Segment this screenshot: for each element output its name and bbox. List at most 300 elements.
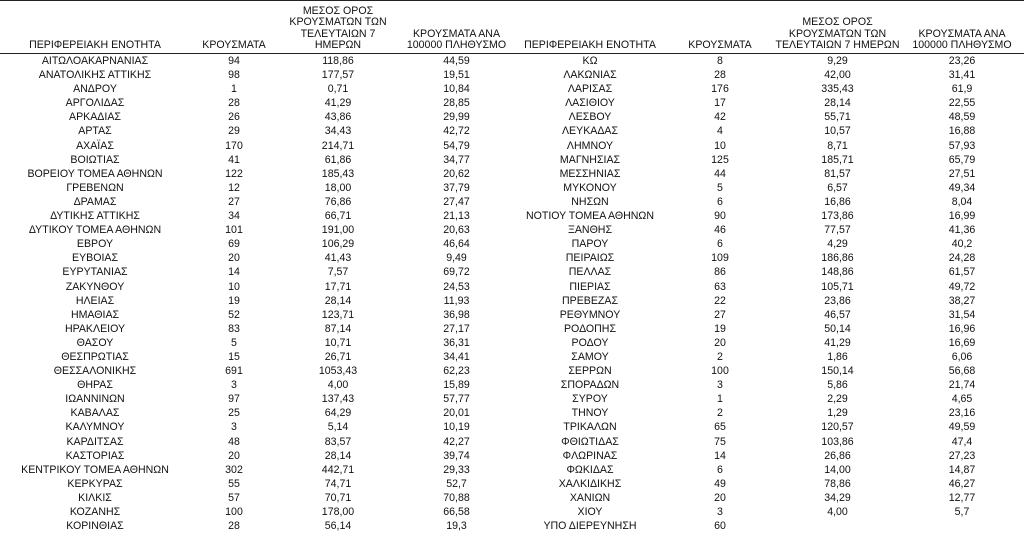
cell-region: ΙΩΑΝΝΙΝΩΝ — [0, 392, 190, 406]
cell-avg7: 442,71 — [278, 463, 398, 477]
cell-per100k: 10,19 — [398, 420, 515, 434]
cell-region: ΥΠΟ ΔΙΕΡΕΥΝΗΣΗ — [515, 519, 665, 533]
table-row — [515, 124, 1024, 138]
cell-avg7: 214,71 — [278, 139, 398, 153]
cell-per100k: 69,72 — [398, 265, 515, 279]
cell-cases: 17 — [665, 96, 775, 110]
cell-per100k: 36,98 — [398, 308, 515, 322]
table-row — [0, 54, 515, 69]
cell-region: ΕΥΡΥΤΑΝΙΑΣ — [0, 265, 190, 279]
cell-region: ΑΝΑΤΟΛΙΚΗΣ ΑΤΤΙΚΗΣ — [0, 68, 190, 82]
cell-per100k: 40,2 — [900, 237, 1024, 251]
cell-avg7: 55,71 — [775, 110, 900, 124]
cell-cases: 101 — [190, 223, 278, 237]
cell-avg7: 7,57 — [278, 265, 398, 279]
table-row — [515, 139, 1024, 153]
cell-cases: 22 — [665, 294, 775, 308]
cell-region: ΘΑΣΟΥ — [0, 336, 190, 350]
table-row — [515, 491, 1024, 505]
cell-cases: 25 — [190, 406, 278, 420]
cell-region: ΧΑΝΙΩΝ — [515, 491, 665, 505]
cell-avg7: 9,29 — [775, 54, 900, 69]
cell-cases: 4 — [665, 124, 775, 138]
cell-cases: 109 — [665, 251, 775, 265]
cell-region: ΣΑΜΟΥ — [515, 350, 665, 364]
table-row — [515, 251, 1024, 265]
table-row — [0, 280, 515, 294]
table-row — [515, 378, 1024, 392]
cell-per100k: 5,7 — [900, 505, 1024, 519]
cell-region: ΗΜΑΘΙΑΣ — [0, 308, 190, 322]
cell-cases: 3 — [190, 378, 278, 392]
table-row — [515, 392, 1024, 406]
cell-avg7: 185,71 — [775, 153, 900, 167]
cell-per100k: 49,59 — [900, 420, 1024, 434]
table-row — [515, 223, 1024, 237]
cell-cases: 20 — [190, 449, 278, 463]
cell-cases: 28 — [190, 519, 278, 533]
cell-per100k: 20,01 — [398, 406, 515, 420]
cell-region: ΖΑΚΥΝΘΟΥ — [0, 280, 190, 294]
cell-region: ΜΕΣΣΗΝΙΑΣ — [515, 167, 665, 181]
cell-cases: 57 — [190, 491, 278, 505]
cell-per100k: 8,04 — [900, 195, 1024, 209]
cell-cases: 27 — [665, 308, 775, 322]
cell-avg7: 56,14 — [278, 519, 398, 533]
cell-cases: 52 — [190, 308, 278, 322]
table-row — [0, 519, 515, 533]
cell-cases: 19 — [665, 322, 775, 336]
cell-per100k: 31,54 — [900, 308, 1024, 322]
table-row — [0, 308, 515, 322]
cell-cases: 6 — [665, 195, 775, 209]
table-row — [0, 336, 515, 350]
cell-region: ΠΑΡΟΥ — [515, 237, 665, 251]
cell-per100k: 46,64 — [398, 237, 515, 251]
cell-cases: 75 — [665, 435, 775, 449]
cell-region: ΑΡΚΑΔΙΑΣ — [0, 110, 190, 124]
table-row — [0, 110, 515, 124]
table-row — [515, 280, 1024, 294]
cell-avg7: 150,14 — [775, 364, 900, 378]
cell-cases: 63 — [665, 280, 775, 294]
table-row — [515, 336, 1024, 350]
cell-avg7: 28,14 — [278, 294, 398, 308]
cell-region: ΗΡΑΚΛΕΙΟΥ — [0, 322, 190, 336]
cell-cases: 55 — [190, 477, 278, 491]
table-row — [0, 195, 515, 209]
cell-region: ΦΩΚΙΔΑΣ — [515, 463, 665, 477]
cell-avg7: 185,43 — [278, 167, 398, 181]
cell-avg7: 26,86 — [775, 449, 900, 463]
cell-avg7: 66,71 — [278, 209, 398, 223]
cell-region: ΘΕΣΠΡΩΤΙΑΣ — [0, 350, 190, 364]
cell-region: ΛΕΥΚΑΔΑΣ — [515, 124, 665, 138]
cell-avg7 — [775, 519, 900, 533]
cell-cases: 100 — [665, 364, 775, 378]
cell-avg7: 5,14 — [278, 420, 398, 434]
table-row — [515, 463, 1024, 477]
cell-cases: 3 — [190, 420, 278, 434]
cell-region: ΚΩ — [515, 54, 665, 69]
cell-region: ΚΕΝΤΡΙΚΟΥ ΤΟΜΕΑ ΑΘΗΝΩΝ — [0, 463, 190, 477]
table-row — [515, 265, 1024, 279]
cell-avg7: 41,29 — [278, 96, 398, 110]
cell-avg7: 118,86 — [278, 54, 398, 69]
cell-cases: 86 — [665, 265, 775, 279]
cell-cases: 60 — [665, 519, 775, 533]
cell-region: ΚΑΡΔΙΤΣΑΣ — [0, 435, 190, 449]
cell-cases: 41 — [190, 153, 278, 167]
table-row — [515, 82, 1024, 96]
cell-cases: 19 — [190, 294, 278, 308]
header-cases: ΚΡΟΥΣΜΑΤΑ — [190, 0, 278, 54]
cell-avg7: 173,86 — [775, 209, 900, 223]
cell-avg7: 103,86 — [775, 435, 900, 449]
cell-cases: 6 — [665, 463, 775, 477]
table-row — [0, 322, 515, 336]
cell-region: ΚΟΡΙΝΘΙΑΣ — [0, 519, 190, 533]
cell-cases: 65 — [665, 420, 775, 434]
cell-avg7: 17,71 — [278, 280, 398, 294]
cell-region: ΗΛΕΙΑΣ — [0, 294, 190, 308]
cases-table-right — [515, 0, 1024, 533]
cell-region: ΛΑΣΙΘΙΟΥ — [515, 96, 665, 110]
cell-per100k: 10,84 — [398, 82, 515, 96]
cell-per100k: 22,55 — [900, 96, 1024, 110]
table-row — [0, 153, 515, 167]
cell-per100k: 29,33 — [398, 463, 515, 477]
cell-avg7: 6,57 — [775, 181, 900, 195]
cell-per100k: 16,69 — [900, 336, 1024, 350]
cell-per100k: 36,31 — [398, 336, 515, 350]
table-row — [0, 68, 515, 82]
table-row — [515, 449, 1024, 463]
cell-cases: 44 — [665, 167, 775, 181]
cell-per100k: 42,72 — [398, 124, 515, 138]
table-row — [0, 449, 515, 463]
table-row — [0, 420, 515, 434]
cell-region: ΚΑΒΑΛΑΣ — [0, 406, 190, 420]
cell-region: ΕΒΡΟΥ — [0, 237, 190, 251]
cell-per100k: 15,89 — [398, 378, 515, 392]
cell-avg7: 191,00 — [278, 223, 398, 237]
cell-per100k: 70,88 — [398, 491, 515, 505]
table-row — [0, 181, 515, 195]
table-row — [0, 251, 515, 265]
cell-cases: 90 — [665, 209, 775, 223]
table-row — [515, 96, 1024, 110]
cell-cases: 14 — [190, 265, 278, 279]
cell-per100k: 56,68 — [900, 364, 1024, 378]
cell-avg7: 105,71 — [775, 280, 900, 294]
cell-avg7: 186,86 — [775, 251, 900, 265]
cell-per100k: 27,47 — [398, 195, 515, 209]
cell-per100k: 6,06 — [900, 350, 1024, 364]
cell-avg7: 87,14 — [278, 322, 398, 336]
cell-region: ΑΝΔΡΟΥ — [0, 82, 190, 96]
table-row — [0, 435, 515, 449]
cell-avg7: 335,43 — [775, 82, 900, 96]
cell-region: ΣΕΡΡΩΝ — [515, 364, 665, 378]
cell-region: ΛΑΡΙΣΑΣ — [515, 82, 665, 96]
cell-cases: 26 — [190, 110, 278, 124]
cell-cases: 29 — [190, 124, 278, 138]
table-row — [515, 237, 1024, 251]
cell-region: ΝΗΣΩΝ — [515, 195, 665, 209]
cell-avg7: 4,29 — [775, 237, 900, 251]
cell-per100k: 28,85 — [398, 96, 515, 110]
cell-per100k: 19,51 — [398, 68, 515, 82]
cell-cases: 94 — [190, 54, 278, 69]
header-per100k: ΚΡΟΥΣΜΑΤΑ ΑΝΑ 100000 ΠΛΗΘΥΣΜΟ — [900, 0, 1024, 54]
table-row — [0, 139, 515, 153]
cell-avg7: 4,00 — [278, 378, 398, 392]
table-row — [515, 519, 1024, 533]
cell-avg7: 70,71 — [278, 491, 398, 505]
header-avg7: ΜΕΣΟΣ ΟΡΟΣ ΚΡΟΥΣΜΑΤΩΝ ΤΩΝ ΤΕΛΕΥΤΑΙΩΝ 7 ΗΜΕΡΩΝ — [775, 0, 900, 54]
cell-per100k — [900, 519, 1024, 533]
cell-region: ΣΥΡΟΥ — [515, 392, 665, 406]
cell-region: ΔΥΤΙΚΗΣ ΑΤΤΙΚΗΣ — [0, 209, 190, 223]
cell-region: ΘΗΡΑΣ — [0, 378, 190, 392]
table-row — [515, 195, 1024, 209]
cell-cases: 34 — [190, 209, 278, 223]
header-region: ΠΕΡΙΦΕΡΕΙΑΚΗ ΕΝΟΤΗΤΑ — [0, 0, 190, 54]
cell-region: ΚΕΡΚΥΡΑΣ — [0, 477, 190, 491]
cell-per100k: 27,51 — [900, 167, 1024, 181]
cell-per100k: 57,93 — [900, 139, 1024, 153]
cell-region: ΑΧΑΪΑΣ — [0, 139, 190, 153]
cell-region: ΡΟΔΟΠΗΣ — [515, 322, 665, 336]
cell-cases: 1 — [190, 82, 278, 96]
cell-region: ΤΡΙΚΑΛΩΝ — [515, 420, 665, 434]
cell-cases: 2 — [665, 406, 775, 420]
cell-cases: 170 — [190, 139, 278, 153]
cell-per100k: 29,99 — [398, 110, 515, 124]
cell-avg7: 42,00 — [775, 68, 900, 82]
cell-cases: 12 — [190, 181, 278, 195]
cell-cases: 691 — [190, 364, 278, 378]
cell-region: ΧΑΛΚΙΔΙΚΗΣ — [515, 477, 665, 491]
cell-avg7: 76,86 — [278, 195, 398, 209]
cell-avg7: 123,71 — [278, 308, 398, 322]
table-row — [515, 406, 1024, 420]
cell-per100k: 11,93 — [398, 294, 515, 308]
cell-cases: 98 — [190, 68, 278, 82]
cell-region: ΚΙΛΚΙΣ — [0, 491, 190, 505]
cell-cases: 122 — [190, 167, 278, 181]
cell-avg7: 74,71 — [278, 477, 398, 491]
header-avg7: ΜΕΣΟΣ ΟΡΟΣ ΚΡΟΥΣΜΑΤΩΝ ΤΩΝ ΤΕΛΕΥΤΑΙΩΝ 7 ΗΜΕΡΩΝ — [278, 0, 398, 54]
table-row — [515, 209, 1024, 223]
cell-avg7: 34,43 — [278, 124, 398, 138]
cell-cases: 97 — [190, 392, 278, 406]
table-row — [0, 350, 515, 364]
cell-avg7: 23,86 — [775, 294, 900, 308]
table-row — [515, 420, 1024, 434]
cell-avg7: 78,86 — [775, 477, 900, 491]
cell-per100k: 61,57 — [900, 265, 1024, 279]
cell-avg7: 10,57 — [775, 124, 900, 138]
cell-region: ΞΑΝΘΗΣ — [515, 223, 665, 237]
table-row — [0, 364, 515, 378]
cell-per100k: 34,41 — [398, 350, 515, 364]
table-row — [0, 124, 515, 138]
table-row — [515, 322, 1024, 336]
cell-avg7: 16,86 — [775, 195, 900, 209]
table-row — [0, 294, 515, 308]
cell-region: ΡΟΔΟΥ — [515, 336, 665, 350]
cell-region: ΒΟΙΩΤΙΑΣ — [0, 153, 190, 167]
cell-per100k: 44,59 — [398, 54, 515, 69]
cell-region: ΔΥΤΙΚΟΥ ΤΟΜΕΑ ΑΘΗΝΩΝ — [0, 223, 190, 237]
left-table-body — [0, 54, 515, 533]
cell-per100k: 48,59 — [900, 110, 1024, 124]
cell-per100k: 21,13 — [398, 209, 515, 223]
table-row — [0, 378, 515, 392]
cell-cases: 1 — [665, 392, 775, 406]
cell-per100k: 65,79 — [900, 153, 1024, 167]
table-row — [0, 505, 515, 519]
cell-per100k: 16,96 — [900, 322, 1024, 336]
table-row — [0, 82, 515, 96]
cell-region: ΧΙΟΥ — [515, 505, 665, 519]
cell-cases: 5 — [190, 336, 278, 350]
cell-per100k: 49,34 — [900, 181, 1024, 195]
cell-region: ΜΑΓΝΗΣΙΑΣ — [515, 153, 665, 167]
cell-per100k: 52,7 — [398, 477, 515, 491]
cell-avg7: 50,14 — [775, 322, 900, 336]
cell-cases: 3 — [665, 378, 775, 392]
cell-avg7: 18,00 — [278, 181, 398, 195]
cell-avg7: 46,57 — [775, 308, 900, 322]
cell-cases: 20 — [665, 491, 775, 505]
cell-per100k: 24,28 — [900, 251, 1024, 265]
cell-avg7: 1053,43 — [278, 364, 398, 378]
cell-region: ΛΗΜΝΟΥ — [515, 139, 665, 153]
table-row — [0, 96, 515, 110]
table-row — [0, 477, 515, 491]
cell-region: ΝΟΤΙΟΥ ΤΟΜΕΑ ΑΘΗΝΩΝ — [515, 209, 665, 223]
table-header-row — [0, 0, 515, 54]
cell-region: ΜΥΚΟΝΟΥ — [515, 181, 665, 195]
cell-per100k: 61,9 — [900, 82, 1024, 96]
table-row — [0, 406, 515, 420]
cell-region: ΒΟΡΕΙΟΥ ΤΟΜΕΑ ΑΘΗΝΩΝ — [0, 167, 190, 181]
cell-region: ΡΕΘΥΜΝΟΥ — [515, 308, 665, 322]
table-row — [0, 167, 515, 181]
cell-avg7: 1,29 — [775, 406, 900, 420]
cell-per100k: 38,27 — [900, 294, 1024, 308]
right-table-block — [515, 0, 1024, 533]
cell-region: ΑΙΤΩΛΟΑΚΑΡΝΑΝΙΑΣ — [0, 54, 190, 69]
cell-cases: 10 — [665, 139, 775, 153]
table-row — [515, 505, 1024, 519]
cell-region: ΔΡΑΜΑΣ — [0, 195, 190, 209]
cell-per100k: 49,72 — [900, 280, 1024, 294]
cell-region: ΓΡΕΒΕΝΩΝ — [0, 181, 190, 195]
cell-avg7: 137,43 — [278, 392, 398, 406]
cell-per100k: 14,87 — [900, 463, 1024, 477]
cell-region: ΠΕΛΛΑΣ — [515, 265, 665, 279]
cell-per100k: 20,62 — [398, 167, 515, 181]
cell-region: ΛΑΚΩΝΙΑΣ — [515, 68, 665, 82]
table-row — [515, 435, 1024, 449]
cell-cases: 2 — [665, 350, 775, 364]
header-region: ΠΕΡΙΦΕΡΕΙΑΚΗ ΕΝΟΤΗΤΑ — [515, 0, 665, 54]
cell-region: ΠΡΕΒΕΖΑΣ — [515, 294, 665, 308]
table-row — [515, 181, 1024, 195]
cell-per100k: 20,63 — [398, 223, 515, 237]
table-row — [515, 364, 1024, 378]
cell-avg7: 81,57 — [775, 167, 900, 181]
cell-per100k: 42,27 — [398, 435, 515, 449]
cell-cases: 69 — [190, 237, 278, 251]
cell-cases: 5 — [665, 181, 775, 195]
table-row — [0, 237, 515, 251]
cell-cases: 48 — [190, 435, 278, 449]
table-row — [0, 392, 515, 406]
cell-region: ΠΙΕΡΙΑΣ — [515, 280, 665, 294]
cell-region: ΚΑΛΥΜΝΟΥ — [0, 420, 190, 434]
table-row — [0, 223, 515, 237]
cell-avg7: 106,29 — [278, 237, 398, 251]
cell-cases: 42 — [665, 110, 775, 124]
cell-cases: 8 — [665, 54, 775, 69]
table-row — [0, 265, 515, 279]
cell-avg7: 10,71 — [278, 336, 398, 350]
cell-cases: 302 — [190, 463, 278, 477]
cell-per100k: 27,17 — [398, 322, 515, 336]
right-table-body — [515, 54, 1024, 533]
cell-per100k: 21,74 — [900, 378, 1024, 392]
cell-per100k: 19,3 — [398, 519, 515, 533]
cell-per100k: 12,77 — [900, 491, 1024, 505]
cell-avg7: 0,71 — [278, 82, 398, 96]
cell-avg7: 8,71 — [775, 139, 900, 153]
cell-avg7: 83,57 — [278, 435, 398, 449]
cell-per100k: 57,77 — [398, 392, 515, 406]
cell-per100k: 66,58 — [398, 505, 515, 519]
cell-avg7: 4,00 — [775, 505, 900, 519]
cell-avg7: 77,57 — [775, 223, 900, 237]
cell-cases: 3 — [665, 505, 775, 519]
table-row — [515, 477, 1024, 491]
cell-cases: 20 — [190, 251, 278, 265]
cell-region: ΕΥΒΟΙΑΣ — [0, 251, 190, 265]
cell-region: ΛΕΣΒΟΥ — [515, 110, 665, 124]
cell-avg7: 177,57 — [278, 68, 398, 82]
cell-region: ΚΟΖΑΝΗΣ — [0, 505, 190, 519]
table-row — [0, 491, 515, 505]
cell-per100k: 31,41 — [900, 68, 1024, 82]
cell-per100k: 39,74 — [398, 449, 515, 463]
table-row — [515, 308, 1024, 322]
table-row — [515, 110, 1024, 124]
cell-per100k: 34,77 — [398, 153, 515, 167]
cell-per100k: 41,36 — [900, 223, 1024, 237]
cell-per100k: 24,53 — [398, 280, 515, 294]
cell-per100k: 16,99 — [900, 209, 1024, 223]
cell-avg7: 28,14 — [278, 449, 398, 463]
cell-cases: 10 — [190, 280, 278, 294]
cell-avg7: 28,14 — [775, 96, 900, 110]
table-row — [0, 209, 515, 223]
cell-avg7: 34,29 — [775, 491, 900, 505]
cell-avg7: 41,43 — [278, 251, 398, 265]
cell-cases: 14 — [665, 449, 775, 463]
